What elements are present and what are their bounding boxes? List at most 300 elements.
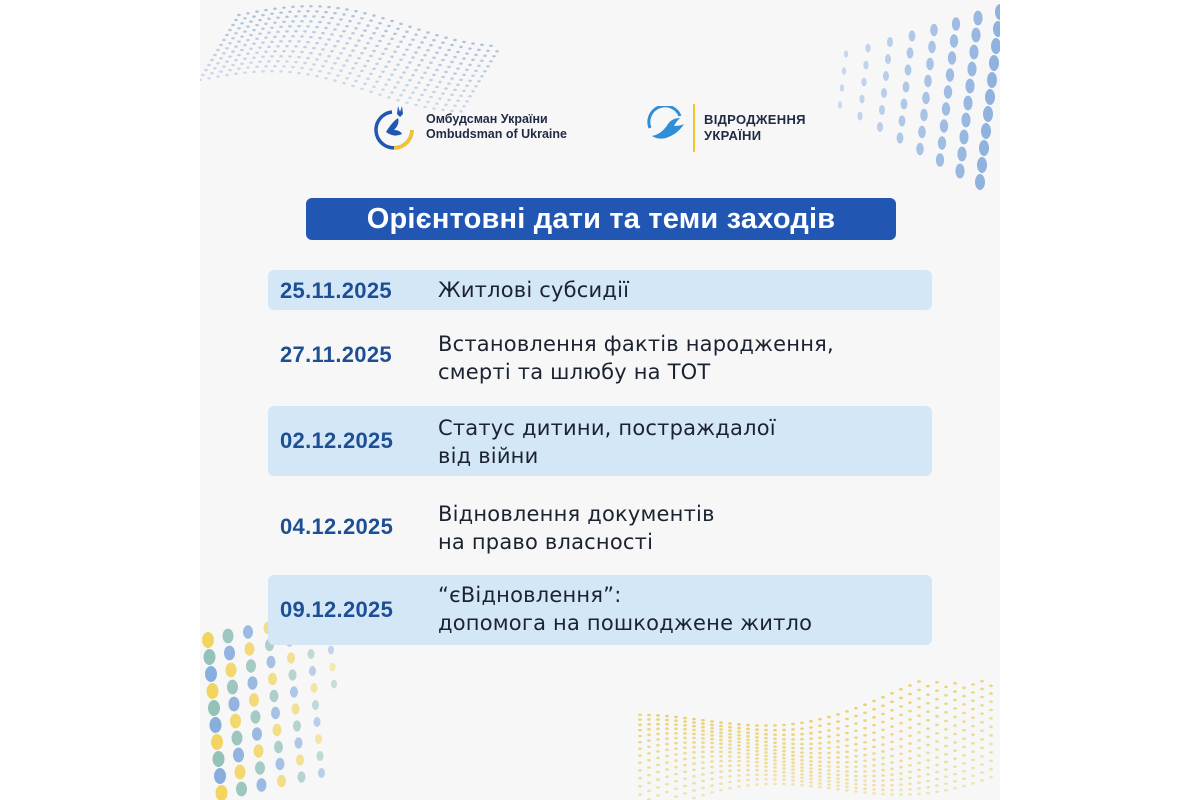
decorative-dot	[861, 78, 866, 87]
decorative-dot	[991, 38, 1000, 54]
decorative-dot	[710, 734, 714, 737]
decorative-dot	[354, 10, 358, 12]
decorative-dot	[872, 779, 876, 782]
decorative-dot	[791, 747, 795, 750]
decorative-dot	[249, 20, 253, 22]
decorative-dot	[908, 710, 912, 713]
decorative-dot	[333, 62, 337, 64]
decorative-dot	[288, 71, 292, 73]
decorative-dot	[378, 76, 382, 78]
decorative-dot	[456, 51, 460, 53]
decorative-dot	[944, 782, 948, 785]
decorative-dot	[944, 775, 948, 778]
decorative-dot	[719, 735, 723, 738]
decorative-dot	[674, 716, 678, 719]
decorative-dot	[863, 703, 867, 706]
decorative-dot	[746, 779, 750, 782]
decorative-dot	[339, 18, 343, 20]
decorative-dot	[935, 681, 939, 684]
decorative-dot	[764, 724, 768, 727]
decorative-dot	[285, 45, 289, 47]
decorative-dot	[360, 70, 364, 72]
decorative-dot	[944, 753, 948, 756]
decorative-dot	[845, 789, 849, 792]
decorative-dot	[285, 30, 289, 32]
decorative-dot	[480, 75, 484, 77]
decorative-dot	[845, 756, 849, 759]
decorative-dot	[872, 746, 876, 749]
decorative-dot	[827, 787, 831, 790]
decorative-dot	[989, 760, 993, 763]
decorative-dot	[267, 656, 276, 668]
decorative-dot	[926, 693, 930, 696]
decorative-dot	[297, 25, 301, 27]
decorative-dot	[381, 71, 385, 73]
decorative-dot	[917, 747, 921, 750]
decorative-dot	[285, 60, 289, 62]
decorative-dot	[845, 745, 849, 748]
decorative-dot	[213, 67, 217, 69]
decorative-dot	[728, 769, 732, 772]
decorative-dot	[764, 783, 768, 786]
decorative-dot	[233, 748, 244, 763]
decorative-dot	[764, 769, 768, 772]
decorative-dot	[252, 43, 256, 45]
decorative-dot	[827, 773, 831, 776]
decorative-dot	[417, 28, 421, 30]
decorative-dot	[300, 20, 304, 22]
decorative-dot	[692, 721, 696, 724]
decorative-dot	[354, 62, 358, 64]
decorative-dot	[917, 714, 921, 717]
decorative-dot	[881, 696, 885, 699]
decorative-dot	[926, 792, 930, 795]
decorative-dot	[950, 34, 958, 48]
decorative-dot	[324, 43, 328, 45]
decorative-dot	[254, 744, 264, 758]
decorative-dot	[298, 771, 306, 782]
decorative-dot	[746, 742, 750, 745]
decorative-dot	[387, 96, 391, 98]
decorative-dot	[219, 44, 223, 46]
event-topic-line: смерті та шлюбу на ТОТ	[438, 360, 711, 384]
decorative-dot	[270, 70, 274, 72]
decorative-dot	[423, 89, 427, 91]
decorative-dot	[865, 44, 870, 53]
decorative-dot	[306, 25, 310, 27]
decorative-dot	[268, 673, 277, 685]
decorative-dot	[836, 761, 840, 764]
decorative-dot	[258, 46, 262, 48]
decorative-dot	[665, 755, 669, 758]
decorative-dot	[908, 771, 912, 774]
decorative-dot	[791, 733, 795, 736]
decorative-dot	[336, 57, 340, 59]
decorative-dot	[953, 757, 957, 760]
decorative-dot	[845, 710, 849, 713]
decorative-dot	[656, 757, 660, 760]
decorative-dot	[450, 77, 454, 79]
decorative-dot	[453, 89, 457, 91]
decorative-dot	[435, 34, 439, 36]
decorative-dot	[908, 684, 912, 687]
decorative-dot	[782, 767, 786, 770]
decorative-dot	[390, 73, 394, 75]
decorative-dot	[638, 714, 642, 717]
decorative-dot	[384, 48, 388, 50]
decorative-dot	[872, 752, 876, 755]
event-row-4	[268, 492, 932, 556]
event-row-2	[268, 328, 932, 390]
decorative-dot	[854, 775, 858, 778]
decorative-dot	[405, 66, 409, 68]
decorative-dot	[791, 772, 795, 775]
decorative-dot	[248, 676, 258, 690]
decorative-dot	[360, 52, 364, 54]
decorative-dot	[683, 792, 687, 795]
decorative-dot	[312, 31, 316, 33]
decorative-dot	[818, 764, 822, 767]
decorative-dot	[908, 726, 912, 729]
decorative-dot	[447, 49, 451, 51]
decorative-dot	[924, 75, 932, 87]
decorative-dot	[309, 5, 313, 7]
decorative-dot	[300, 35, 304, 37]
decorative-dot	[827, 776, 831, 779]
decorative-dot	[462, 90, 466, 92]
decorative-dot	[719, 728, 723, 731]
ombudsman-logo	[372, 102, 612, 154]
decorative-dot	[746, 774, 750, 777]
decorative-dot	[899, 705, 903, 708]
decorative-dot	[926, 719, 930, 722]
decorative-dot	[366, 42, 370, 44]
decorative-dot	[674, 766, 678, 769]
decorative-dot	[728, 775, 732, 778]
decorative-dot	[381, 88, 385, 90]
decorative-dot	[638, 723, 642, 726]
decorative-dot	[408, 26, 412, 28]
decorative-dot	[980, 712, 984, 715]
decorative-dot	[656, 723, 660, 726]
decorative-dot	[462, 57, 466, 59]
decorative-dot	[818, 756, 822, 759]
decorative-dot	[701, 729, 705, 732]
decorative-dot	[243, 58, 247, 60]
decorative-dot	[324, 27, 328, 29]
decorative-dot	[336, 23, 340, 25]
decorative-dot	[935, 724, 939, 727]
decorative-dot	[710, 727, 714, 730]
decorative-dot	[378, 22, 382, 24]
decorative-dot	[396, 46, 400, 48]
decorative-dot	[926, 685, 930, 688]
decorative-dot	[872, 716, 876, 719]
decorative-dot	[710, 730, 714, 733]
decorative-dot	[201, 74, 205, 76]
decorative-dot	[477, 65, 481, 67]
decorative-dot	[222, 52, 226, 54]
decorative-dot	[423, 72, 427, 74]
decorative-dot	[953, 690, 957, 693]
decorative-dot	[935, 748, 939, 751]
decorative-dot	[800, 743, 804, 746]
decorative-dot	[773, 745, 777, 748]
decorative-dot	[303, 62, 307, 64]
decorative-dot	[773, 766, 777, 769]
decorative-dot	[692, 782, 696, 785]
decorative-dot	[917, 787, 921, 790]
decorative-dot	[468, 95, 472, 97]
decorative-dot	[809, 774, 813, 777]
decorative-dot	[692, 737, 696, 740]
decorative-dot	[258, 33, 262, 35]
decorative-dot	[674, 737, 678, 740]
decorative-dot	[782, 779, 786, 782]
decorative-dot	[375, 45, 379, 47]
decorative-dot	[429, 96, 433, 98]
decorative-dot	[435, 86, 439, 88]
ombudsman-emblem-icon	[372, 102, 416, 152]
decorative-dot	[291, 20, 295, 22]
revival-logo-text	[704, 112, 806, 144]
decorative-dot	[836, 751, 840, 754]
decorative-dot	[369, 91, 373, 93]
decorative-dot	[701, 722, 705, 725]
decorative-dot	[944, 745, 948, 748]
decorative-dot	[292, 703, 300, 714]
decorative-dot	[854, 749, 858, 752]
decorative-dot	[351, 85, 355, 87]
decorative-dot	[854, 707, 858, 710]
decorative-dot	[647, 718, 651, 721]
decorative-dot	[453, 39, 457, 41]
decorative-dot	[390, 20, 394, 22]
decorative-dot	[237, 54, 241, 56]
decorative-dot	[414, 33, 418, 35]
decorative-dot	[890, 779, 894, 782]
decorative-dot	[935, 771, 939, 774]
decorative-dot	[917, 739, 921, 742]
event-date: 27.11.2025	[280, 342, 392, 367]
decorative-dot	[782, 764, 786, 767]
decorative-dot	[926, 702, 930, 705]
decorative-dot	[755, 724, 759, 727]
decorative-dot	[953, 749, 957, 752]
decorative-dot	[214, 768, 226, 784]
decorative-dot	[710, 766, 714, 769]
decorative-dot	[318, 53, 322, 55]
decorative-dot	[746, 769, 750, 772]
decorative-dot	[674, 732, 678, 735]
decorative-dot	[863, 719, 867, 722]
decorative-dot	[881, 728, 885, 731]
decorative-dot	[890, 793, 894, 796]
decorative-dot	[944, 737, 948, 740]
decorative-dot	[800, 784, 804, 787]
decorative-dot	[474, 54, 478, 56]
decorative-dot	[462, 41, 466, 43]
decorative-dot	[692, 768, 696, 771]
decorative-dot	[728, 755, 732, 758]
decorative-dot	[773, 752, 777, 755]
decorative-dot	[471, 59, 475, 61]
decorative-dot	[890, 701, 894, 704]
decorative-dot	[800, 722, 804, 725]
decorative-dot	[369, 55, 373, 57]
decorative-dot	[701, 719, 705, 722]
decorative-dot	[324, 77, 328, 79]
decorative-dot	[405, 48, 409, 50]
decorative-dot	[339, 35, 343, 37]
decorative-dot	[908, 693, 912, 696]
event-topic-line: “єВідновлення”:	[438, 583, 622, 607]
decorative-dot	[746, 752, 750, 755]
ombudsman-name-ua: Омбудсман України	[426, 112, 548, 126]
decorative-dot	[905, 64, 912, 75]
decorative-dot	[330, 33, 334, 35]
decorative-dot	[692, 751, 696, 754]
decorative-dot	[836, 766, 840, 769]
decorative-dot	[989, 700, 993, 703]
decorative-dot	[261, 56, 265, 58]
decorative-dot	[674, 780, 678, 783]
decorative-dot	[390, 38, 394, 40]
decorative-dot	[282, 6, 286, 8]
event-topic	[438, 500, 715, 556]
decorative-dot	[953, 699, 957, 702]
decorative-dot	[656, 733, 660, 736]
decorative-dot	[321, 65, 325, 67]
decorative-dot	[638, 747, 642, 750]
decorative-dot	[224, 646, 235, 661]
decorative-dot	[773, 738, 777, 741]
decorative-dot	[357, 39, 361, 41]
decorative-dot	[953, 780, 957, 783]
decorative-dot	[264, 65, 268, 67]
decorative-dot	[312, 47, 316, 49]
decorative-dot	[719, 746, 723, 749]
decorative-dot	[300, 67, 304, 69]
decorative-dot	[665, 715, 669, 718]
decorative-dot	[267, 31, 271, 33]
decorative-dot	[372, 14, 376, 16]
decorative-dot	[408, 97, 412, 99]
decorative-dot	[782, 750, 786, 753]
decorative-dot	[944, 789, 948, 792]
decorative-dot	[737, 764, 741, 767]
decorative-dot	[746, 738, 750, 741]
decorative-dot	[944, 686, 948, 689]
decorative-dot	[318, 70, 322, 72]
decorative-dot	[328, 646, 334, 655]
decorative-dot	[899, 793, 903, 796]
decorative-dot	[909, 30, 916, 41]
decorative-dot	[396, 81, 400, 83]
decorative-dot	[638, 777, 642, 780]
decorative-dot	[989, 776, 993, 779]
decorative-dot	[237, 68, 241, 70]
decorative-dot	[240, 22, 244, 24]
decorative-dot	[719, 776, 723, 779]
decorative-dot	[330, 663, 336, 672]
decorative-dot	[674, 795, 678, 798]
decorative-dot	[408, 61, 412, 63]
decorative-dot	[426, 49, 430, 51]
decorative-dot	[791, 775, 795, 778]
decorative-dot	[863, 727, 867, 730]
decorative-dot	[315, 734, 322, 744]
decorative-dot	[665, 791, 669, 794]
decorative-dot	[854, 729, 858, 732]
decorative-dot	[899, 745, 903, 748]
decorative-dot	[282, 50, 286, 52]
decorative-dot	[809, 737, 813, 740]
decorative-dot	[827, 780, 831, 783]
decorative-dot	[887, 37, 893, 47]
decorative-dot	[357, 57, 361, 59]
event-date: 25.11.2025	[280, 278, 392, 303]
decorative-dot	[926, 786, 930, 789]
decorative-dot	[426, 31, 430, 33]
decorative-dot	[836, 740, 840, 743]
event-topic-line: Житлові субсидії	[438, 278, 630, 302]
decorative-dot	[384, 66, 388, 68]
decorative-dot	[764, 737, 768, 740]
decorative-dot	[863, 741, 867, 744]
decorative-dot	[255, 38, 259, 40]
decorative-dot	[240, 63, 244, 65]
decorative-dot	[881, 763, 885, 766]
decorative-dot	[908, 788, 912, 791]
decorative-dot	[420, 77, 424, 79]
decorative-dot	[773, 733, 777, 736]
decorative-dot	[980, 696, 984, 699]
decorative-dot	[243, 17, 247, 19]
decorative-dot	[372, 32, 376, 34]
decorative-dot	[420, 59, 424, 61]
event-date: 02.12.2025	[280, 428, 394, 453]
decorative-dot	[840, 84, 844, 92]
decorative-dot	[908, 742, 912, 745]
decorative-dot	[719, 760, 723, 763]
decorative-dot	[872, 739, 876, 742]
decorative-dot	[827, 716, 831, 719]
decorative-dot	[899, 752, 903, 755]
decorative-dot	[890, 741, 894, 744]
decorative-dot	[755, 765, 759, 768]
decorative-dot	[944, 711, 948, 714]
decorative-dot	[390, 56, 394, 58]
decorative-dot	[863, 784, 867, 787]
decorative-dot	[231, 24, 235, 26]
decorative-dot	[854, 715, 858, 718]
decorative-dot	[818, 761, 822, 764]
decorative-dot	[890, 768, 894, 771]
decorative-dot	[252, 29, 256, 31]
decorative-dot	[402, 36, 406, 38]
decorative-dot	[755, 769, 759, 772]
decorative-dot	[399, 58, 403, 60]
decorative-dot	[480, 60, 484, 62]
decorative-dot	[854, 755, 858, 758]
decorative-dot	[429, 44, 433, 46]
decorative-dot	[782, 724, 786, 727]
decorative-dot	[926, 727, 930, 730]
decorative-dot	[844, 50, 848, 58]
decorative-dot	[656, 771, 660, 774]
decorative-dot	[243, 30, 247, 32]
